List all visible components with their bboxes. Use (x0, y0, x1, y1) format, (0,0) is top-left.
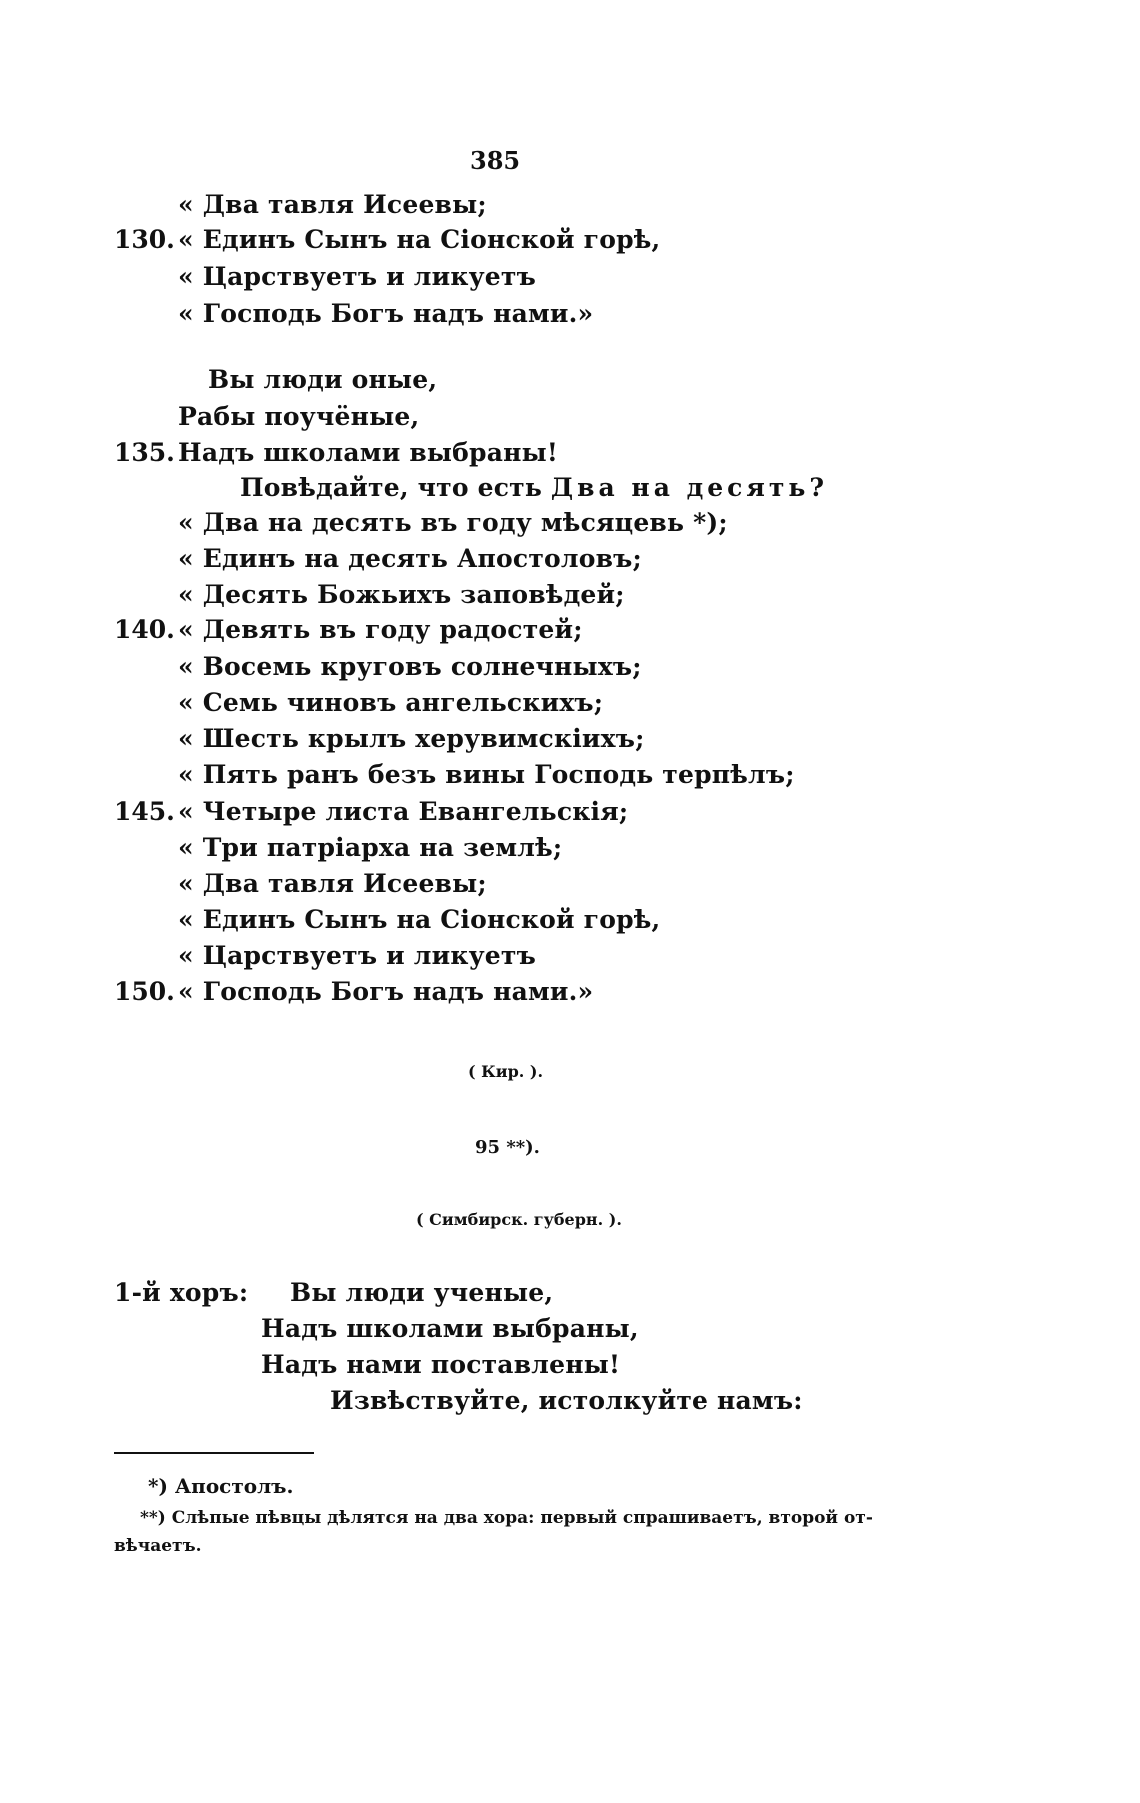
verse-line-135: Надъ школами выбраны! (178, 438, 559, 467)
verse-line-139: « Десять Божьихъ заповѣдей; (178, 580, 625, 609)
question-spaced: Два на десять? (550, 473, 828, 502)
verse-line-136 (240, 473, 828, 502)
verse-line-147: « Два тавля Исеевы; (178, 869, 487, 898)
verse-line-138: « Единъ на десять Апостоловъ; (178, 544, 642, 573)
verse-line-134: Рабы поучёные, (178, 402, 420, 431)
verse-line-130: « Единъ Сынъ на Сіонской горѣ, (178, 225, 661, 254)
source-attribution: ( Кир. ). (468, 1062, 544, 1081)
verse-line-142: « Семь чиновъ ангельскихъ; (178, 688, 604, 717)
verse-line-129: « Два тавля Исеевы; (178, 190, 487, 219)
verse-line-141: « Восемь круговъ солнечныхъ; (178, 652, 642, 681)
line-number-135: 135. (114, 438, 175, 467)
verse-line-140: « Девять въ году радостей; (178, 615, 583, 644)
question-prefix: Повѣдайте, что есть (240, 473, 542, 502)
footnote-2: **) Слѣпые пѣвцы дѣлятся на два хора: первый спрашиваетъ, второй от- (140, 1508, 873, 1528)
footnote-divider (114, 1452, 314, 1454)
verse-line-144: « Пять ранъ безъ вины Господь терпѣлъ; (178, 760, 795, 789)
verse-line-137: « Два на десять въ году мѣсяцевь *); (178, 508, 728, 537)
choir-line-2: Надъ школами выбраны, (261, 1314, 639, 1343)
verse-line-133: Вы люди оные, (208, 365, 438, 394)
line-number-130: 130. (114, 225, 175, 254)
verse-line-146: « Три патріарха на землѣ; (178, 833, 563, 862)
song-number: 95 **). (475, 1137, 540, 1158)
footnote-1: *) Апостолъ. (148, 1474, 294, 1498)
choir-label: 1-й хоръ: (114, 1278, 249, 1307)
page-number: 385 (470, 146, 521, 175)
verse-line-148: « Единъ Сынъ на Сіонской горѣ, (178, 905, 661, 934)
region-label: ( Симбирск. губерн. ). (416, 1210, 622, 1229)
choir-line-1: Вы люди ученые, (290, 1278, 554, 1307)
choir-line-4: Извѣствуйте, истолкуйте намъ: (330, 1386, 803, 1415)
verse-line-143: « Шесть крылъ херувимскіихъ; (178, 724, 645, 753)
verse-line-150: « Господь Богъ надъ нами.» (178, 977, 594, 1006)
verse-line-132: « Господь Богъ надъ нами.» (178, 299, 594, 328)
line-number-145: 145. (114, 797, 175, 826)
footnote-2-continued: вѣчаетъ. (114, 1536, 202, 1556)
choir-line-3: Надъ нами поставлены! (261, 1350, 621, 1379)
line-number-150: 150. (114, 977, 175, 1006)
verse-line-131: « Царствуетъ и ликуетъ (178, 262, 536, 291)
verse-line-145: « Четыре листа Евангельскія; (178, 797, 629, 826)
verse-line-149: « Царствуетъ и ликуетъ (178, 941, 536, 970)
line-number-140: 140. (114, 615, 175, 644)
